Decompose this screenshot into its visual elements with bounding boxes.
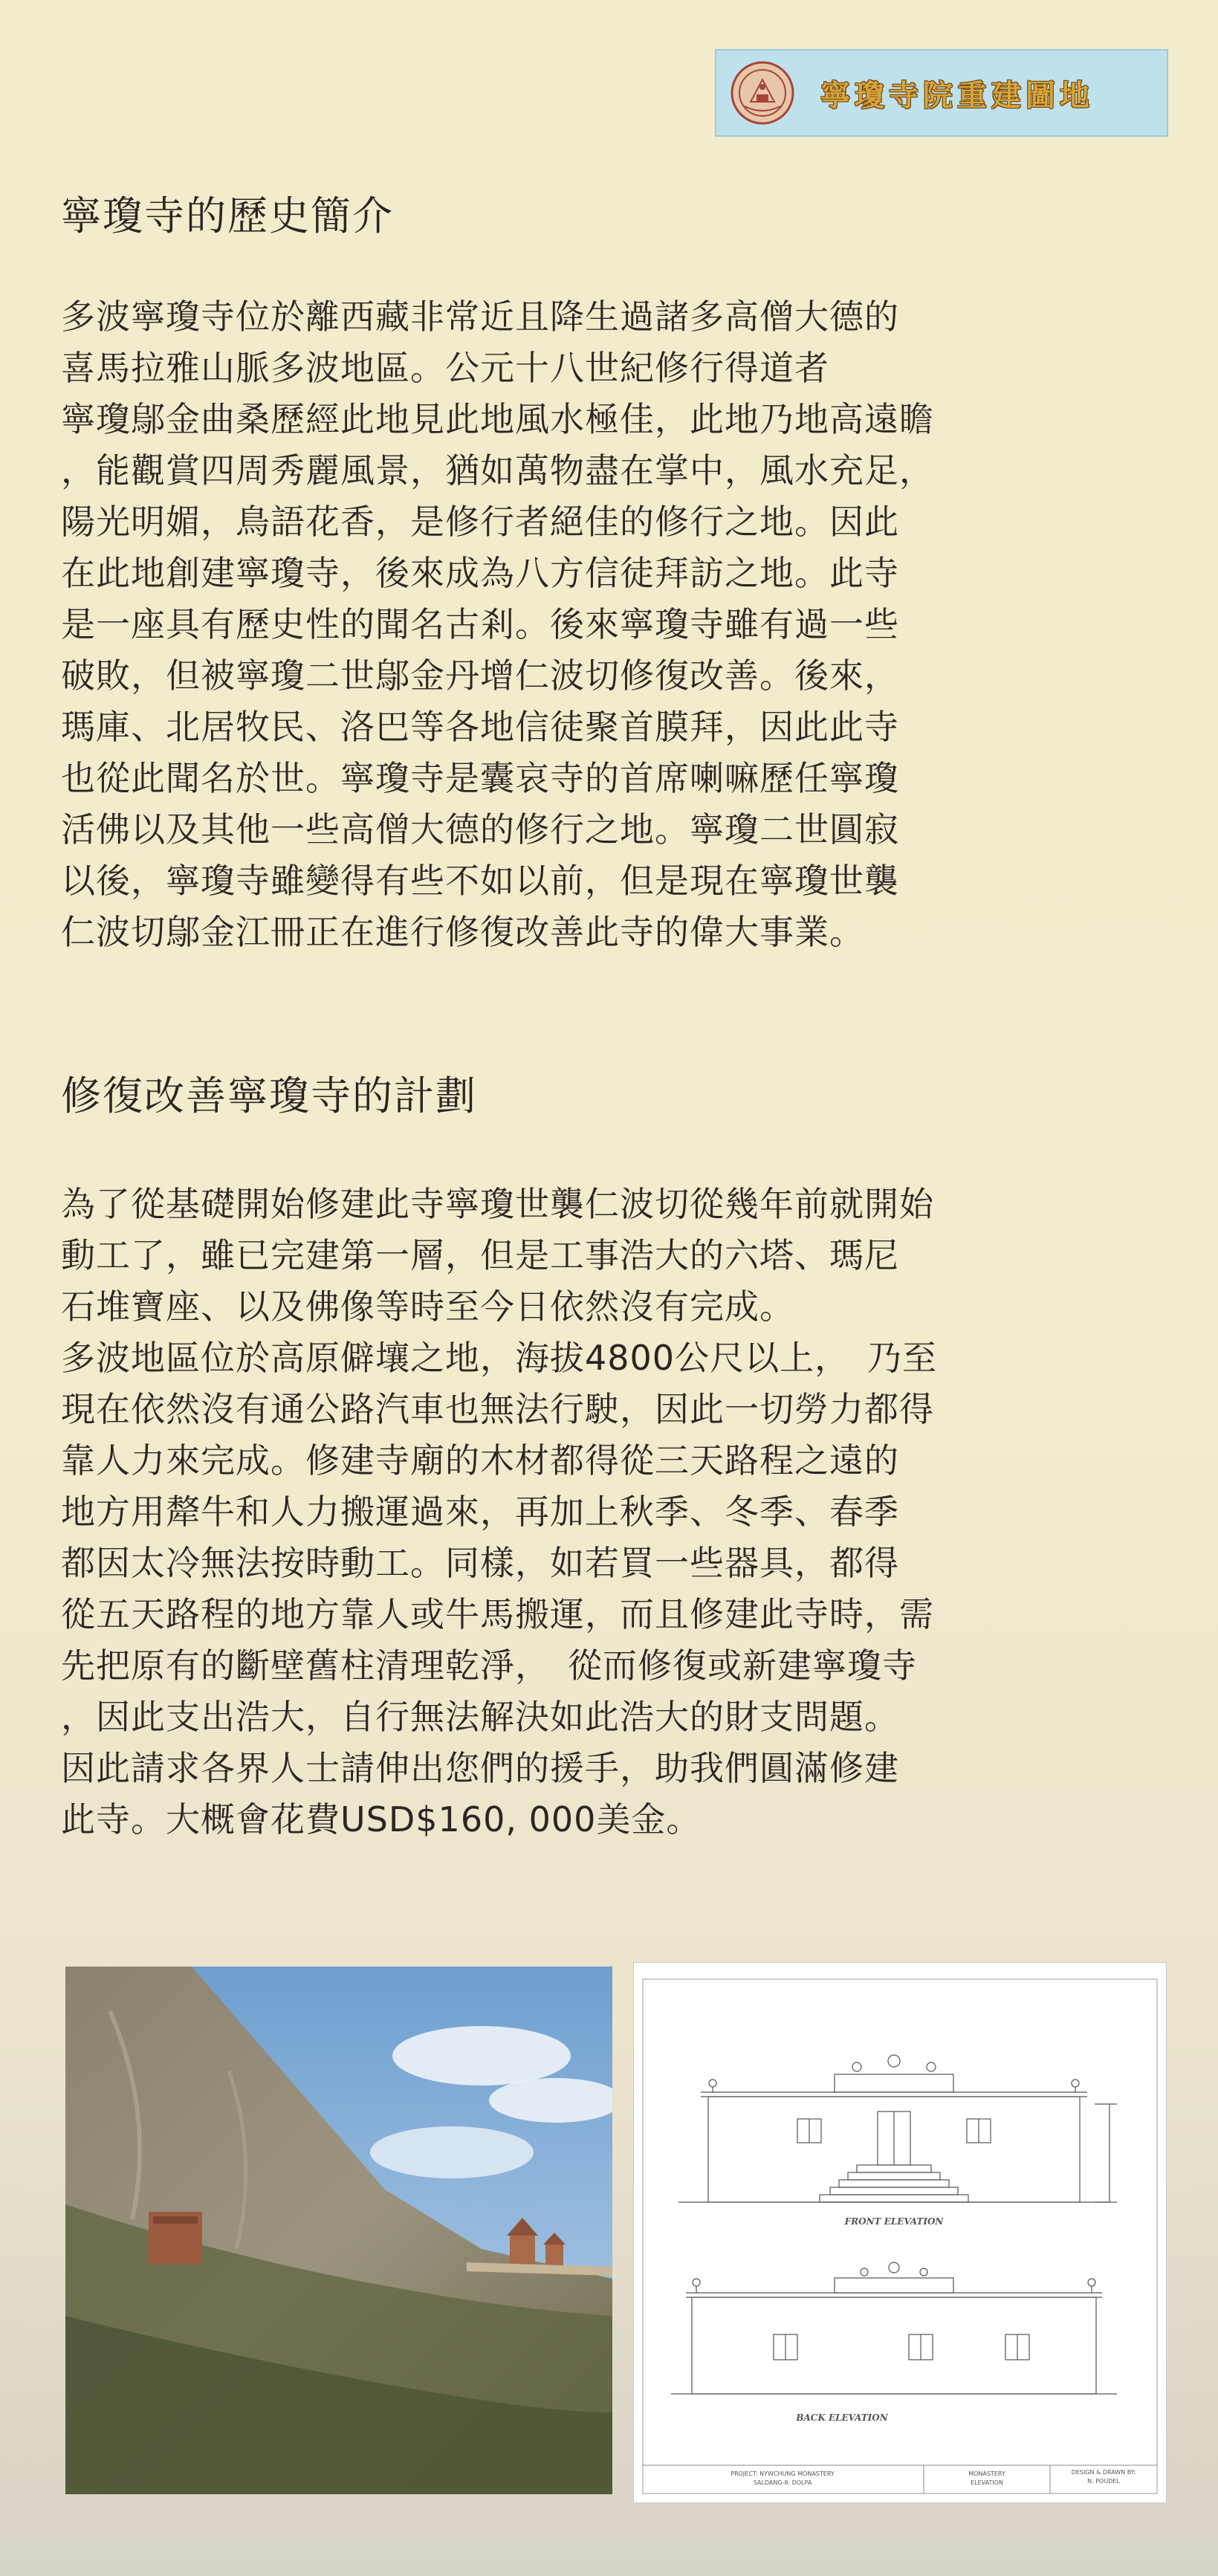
back-elevation-label: BACK ELEVATION (796, 2412, 888, 2423)
elevation-svg (634, 1963, 1166, 2502)
history-paragraph (61, 291, 1176, 958)
text-line: 現在依然沒有通公路汽車也無法行駛，因此一切勞力都得 (61, 1389, 934, 1429)
elevation-drawing (633, 1962, 1167, 2503)
title-view: ELEVATION (971, 2479, 1003, 2486)
text-line: 多波地區位於高原僻壤之地，海拔4800公尺以上， 乃至 (61, 1338, 938, 1378)
text-line: 活佛以及其他一些高僧大德的修行之地。寧瓊二世圓寂 (61, 809, 899, 850)
text-line: 都因太冷無法按時動工。同樣，如若買一些器具，都得 (61, 1543, 899, 1583)
monastery-seal-icon (730, 60, 795, 126)
text-line: 陽光明媚，鳥語花香，是修行者絕佳的修行之地。因此 (61, 502, 899, 542)
back-elevation-figure (671, 2262, 1117, 2394)
text-line: 以後，寧瓊寺雖變得有些不如以前，但是現在寧瓊世襲 (61, 861, 899, 901)
text-line: 此寺。大概會花費USD$160, 000美金。 (61, 1799, 702, 1839)
text-line: 地方用犛牛和人力搬運過來，再加上秋季、冬季、春季 (61, 1492, 899, 1532)
front-elevation-label: FRONT ELEVATION (844, 2216, 944, 2227)
text-line: ，能觀賞四周秀麗風景，猶如萬物盡在掌中，風水充足， (61, 450, 934, 491)
text-line: 也從此聞名於世。寧瓊寺是囊哀寺的首席喇嘛歷任寧瓊 (61, 758, 899, 798)
title-design: DESIGN & DRAWN BY: (1071, 2469, 1136, 2476)
text-line: 動工了，雖已完建第一層，但是工事浩大的六塔、瑪尼 (61, 1235, 899, 1275)
title-drawer: N. POUDEL (1087, 2478, 1120, 2485)
header-banner (715, 49, 1168, 137)
text-line: 寧瓊鄔金曲桑歷經此地見此地風水極佳，此地乃地高遠瞻 (61, 399, 934, 439)
text-line: 喜馬拉雅山脈多波地區。公元十八世紀修行得道者 (61, 348, 829, 388)
text-line: 石堆寶座、以及佛像等時至今日依然沒有完成。 (61, 1287, 794, 1327)
title-project: PROJECT: NYWCHUNG MONASTERY (731, 2470, 835, 2477)
text-line: 瑪庫、北居牧民、洛巴等各地信徒聚首膜拜，因此此寺 (61, 707, 899, 747)
banner-title: 寧瓊寺院重建圖地 (820, 77, 1094, 113)
text-line: 仁波切鄔金江冊正在進行修復改善此寺的偉大事業。 (61, 912, 864, 952)
hillside-image (65, 1967, 612, 2494)
monastery-photo (65, 1967, 612, 2494)
text-line: 因此請求各界人士請伸出您們的援手，助我們圓滿修建 (61, 1748, 899, 1788)
text-line: ，因此支出浩大，自行無法解決如此浩大的財支問題。 (61, 1697, 899, 1737)
text-line: 為了從基礎開始修建此寺寧瓊世襲仁波切從幾年前就開始 (61, 1184, 934, 1224)
front-elevation-figure (678, 2055, 1117, 2202)
plan-heading: 修復改善寧瓊寺的計劃 (61, 1072, 477, 1119)
history-heading: 寧瓊寺的歷史簡介 (61, 192, 394, 239)
text-line: 是一座具有歷史性的聞名古剎。後來寧瓊寺雖有過一些 (61, 604, 899, 644)
text-line: 在此地創建寧瓊寺，後來成為八方信徒拜訪之地。此寺 (61, 553, 899, 593)
text-line: 先把原有的斷壁舊柱清理乾淨， 從而修復或新建寧瓊寺 (61, 1645, 917, 1686)
text-line: 多波寧瓊寺位於離西藏非常近且降生過諸多高僧大德的 (61, 297, 899, 337)
text-line: 靠人力來完成。修建寺廟的木材都得從三天路程之遠的 (61, 1440, 899, 1480)
title-location: SALDANG-8, DOLPA (753, 2479, 812, 2486)
text-line: 從五天路程的地方靠人或牛馬搬運，而且修建此寺時，需 (61, 1594, 934, 1634)
plan-paragraph (61, 1179, 1176, 1845)
text-line: 破敗，但被寧瓊二世鄔金丹增仁波切修復改善。後來， (61, 656, 899, 696)
title-sheet: MONASTERY (968, 2470, 1005, 2477)
